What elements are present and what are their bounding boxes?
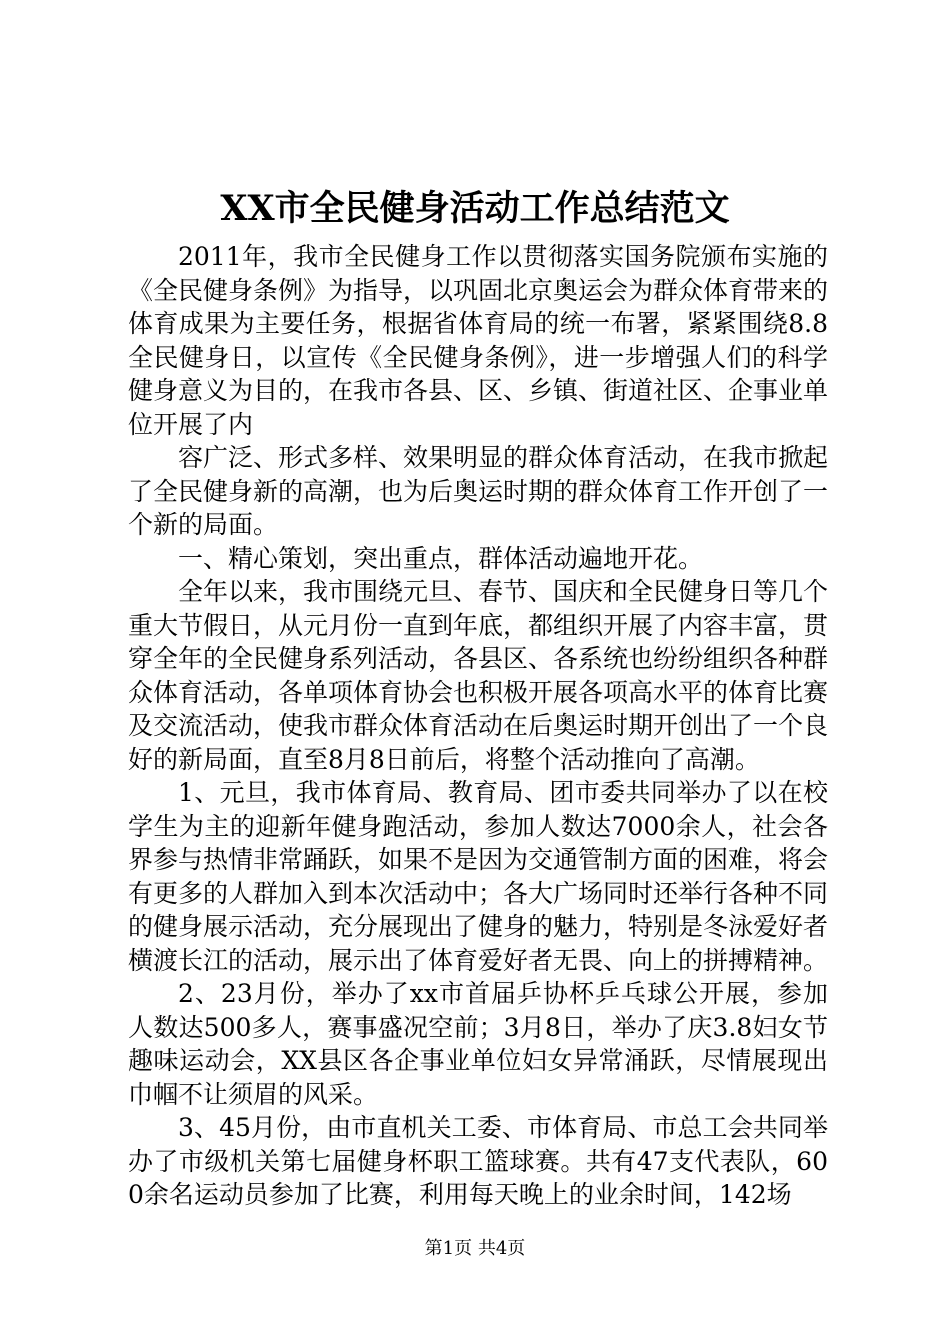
paragraph-item-3: 3、45月份，由市直机关工委、市体育局、市总工会共同举办了市级机关第七届健身杯职工篮球赛。共有47支代表队，600余名运动员参加了比赛，利用每天晚上的业余时间，142场 — [128, 1113, 828, 1209]
paragraph-overview: 全年以来，我市围绕元旦、春节、国庆和全民健身日等几个重大节假日，从元月份一直到年底，都组织开展了内容丰富，贯穿全年的全民健身系列活动，各县区、各系统也纷纷组织各种群众体育活动，各单项体育协会也积极开展各项高水平的体育比赛及交流活动，使我市群众体育活动在后奥运时期开创出了一个良好的新局面，直至8月8日前后，将整个活动推向了高潮。 — [128, 577, 829, 774]
paragraph-item-2: 2、23月份，举办了xx市首届乒协杯乒乓球公开展，参加人数达500多人，赛事盛况空前；3月8日，举办了庆3.8妇女节趣味运动会，XX县区各企事业单位妇女异常涌跃，尽情展现出巾帼不让须眉的风采。 — [128, 979, 828, 1109]
document-title: XX市全民健身活动工作总结范文 — [220, 188, 730, 229]
paragraph-intro: 2011年，我市全民健身工作以贯彻落实国务院颁布实施的《全民健身条例》为指导，以巩固北京奥运会为群众体育带来的体育成果为主要任务，根据省体育局的统一布署，紧紧围绕8.8全民健身日，以宣传《全民健身条例》，进一步增强人们的科学健身意义为目的，在我市各县、区、乡镇、街道社区、企事业单位开展了内 — [128, 242, 829, 439]
document-body — [128, 240, 828, 1212]
page-number-footer: 第1页 共4页 — [424, 1238, 526, 1259]
paragraph-item-1: 1、元旦，我市体育局、教育局、团市委共同举办了以在校学生为主的迎新年健身跑活动，参加人数达7000余人，社会各界参与热情非常踊跃，如果不是因为交通管制方面的困难，将会有更多的人群加入到本次活动中；各大广场同时还举行各种不同的健身展示活动，充分展现出了健身的魅力，特别是冬泳爱好者横渡长江的活动，展示出了体育爱好者无畏、向上的拼搏精神。 — [128, 778, 829, 975]
section-heading-1: 一、精心策划，突出重点，群体活动遍地开花。 — [178, 543, 704, 573]
paragraph-continuation: 容广泛、形式多样、效果明显的群众体育活动，在我市掀起了全民健身新的高潮，也为后奥运时期的群众体育工作开创了一个新的局面。 — [128, 443, 829, 539]
